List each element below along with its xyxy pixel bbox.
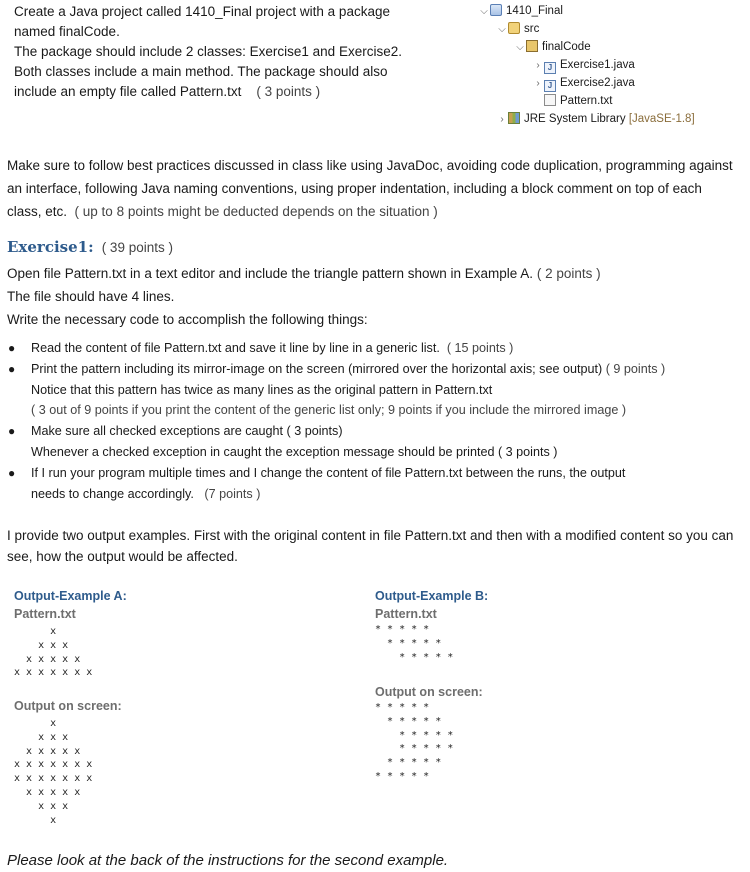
exercise1-title: Exercise1: <box>7 238 94 256</box>
tree-label-project: 1410_Final <box>506 5 563 17</box>
project-explorer-tree <box>478 2 748 128</box>
exercise1-heading <box>7 238 173 256</box>
intro-line: Create a Java project called 1410_Final project with a package <box>14 4 390 19</box>
instruction-points: ( 2 points ) <box>536 266 601 281</box>
tree-label-file: Exercise1.java <box>560 59 635 71</box>
example-a-file-label: Pattern.txt <box>14 607 76 621</box>
tree-library-version: [JavaSE-1.8] <box>628 113 695 125</box>
instruction-line: Write the necessary code to accomplish the following things: <box>7 312 368 327</box>
list-item-text: ( 3 out of 9 points if you print the content of the generic list only; 9 points if you include the mirrored image ) <box>31 403 627 418</box>
intro-line <box>14 82 454 102</box>
intro-points: ( 3 points ) <box>256 84 321 99</box>
example-b-screen-pattern: * * * * * * * * * * * * * * * * * * * * * * * * * * * * * * <box>375 702 454 782</box>
best-practices-text: Make sure to follow best practices discussed in class like using JavaDoc, avoiding code duplication, programming against an interface, following Java naming conventions, using proper indentation, including a block comment on top of each class, etc. <box>7 158 733 219</box>
tree-item-exercise2[interactable] <box>478 74 748 92</box>
tree-label-file: Exercise2.java <box>560 77 635 89</box>
list-item-text: Print the pattern including its mirror-image on the screen (mirrored over the horizontal axis; see output) <box>31 361 603 376</box>
intro-line: named finalCode. <box>14 24 120 39</box>
list-item-text: If I run your program multiple times and I change the content of file Pattern.txt between the runs, the output <box>31 465 626 480</box>
tree-item-src[interactable] <box>478 20 748 38</box>
bullet-icon: ● <box>8 424 16 439</box>
chevron-down-icon[interactable]: ⌵ <box>480 6 488 17</box>
tree-item-project[interactable] <box>478 2 748 20</box>
tree-item-package[interactable] <box>478 38 748 56</box>
list-item-text: Make sure all checked exceptions are caught ( 3 points) <box>31 424 343 439</box>
bullet-icon: ● <box>8 361 16 376</box>
java-file-icon: J <box>544 80 556 92</box>
back-note: Please look at the back of the instructions for the second example. <box>7 852 449 869</box>
best-practices-paragraph <box>7 154 737 223</box>
example-b-file-pattern: * * * * * * * * * * * * * * * <box>375 624 454 663</box>
tree-item-library[interactable] <box>478 110 748 128</box>
project-folder-icon <box>490 4 502 16</box>
list-item <box>7 359 742 421</box>
intro-line: Both classes include a main method. The package should also <box>14 64 388 79</box>
chevron-right-icon[interactable]: › <box>500 114 504 125</box>
tree-label-package: finalCode <box>542 41 591 53</box>
instruction-line: The file should have 4 lines. <box>7 289 175 304</box>
tree-item-pattern[interactable] <box>478 92 748 110</box>
list-item-text: Notice that this pattern has twice as many lines as the original pattern in Pattern.txt <box>31 382 493 397</box>
list-item <box>7 463 742 505</box>
bullet-icon: ● <box>8 465 16 480</box>
list-item-points: ( 15 points ) <box>446 341 514 355</box>
instruction-line <box>7 262 737 285</box>
intro-line: The package should include 2 classes: Exercise1 and Exercise2. <box>14 44 402 59</box>
tree-item-exercise1[interactable] <box>478 56 748 74</box>
chevron-down-icon[interactable]: ⌵ <box>516 42 524 53</box>
intro-line-text: include an empty file called Pattern.txt <box>14 84 242 99</box>
source-folder-icon <box>508 22 520 34</box>
instruction-text: Open file Pattern.txt in a text editor and include the triangle pattern shown in Example A. <box>7 266 534 281</box>
chevron-right-icon[interactable]: › <box>536 60 540 71</box>
list-item-points: (7 points ) <box>204 486 261 501</box>
list-item-text: Read the content of file Pattern.txt and save it line by line in a generic list. <box>31 341 440 355</box>
bullet-icon: ● <box>8 341 16 355</box>
library-icon <box>508 112 520 124</box>
list-item-points: ( 9 points ) <box>605 361 666 376</box>
tree-label-file: Pattern.txt <box>560 95 613 107</box>
tree-label-library: JRE System Library <box>524 113 626 125</box>
best-practices-points: ( up to 8 points might be deducted depends on the situation ) <box>74 204 438 219</box>
exercise1-instructions <box>7 262 737 331</box>
list-item <box>7 421 742 463</box>
package-icon <box>526 40 538 52</box>
examples-intro-paragraph: I provide two output examples. First with the original content in file Pattern.txt and then with a modified content so you can see, how the output would be affected. <box>7 528 734 564</box>
list-item <box>7 338 742 359</box>
java-file-icon: J <box>544 62 556 74</box>
requirements-list <box>7 338 742 504</box>
text-file-icon <box>544 94 556 106</box>
example-a-screen-pattern: x x x x x x x x x x x x x x x x x x x x x x x x x x x x x x x x <box>14 718 93 826</box>
list-item-text: Whenever a checked exception in caught the exception message should be printed ( 3 points ) <box>31 444 558 459</box>
list-item-text: needs to change accordingly. <box>31 486 194 501</box>
chevron-right-icon[interactable]: › <box>536 78 540 89</box>
exercise1-points: ( 39 points ) <box>101 240 173 255</box>
example-b-screen-label: Output on screen: <box>375 685 483 699</box>
example-b-heading: Output-Example B: <box>375 589 489 603</box>
tree-label-src: src <box>524 23 540 35</box>
chevron-down-icon[interactable]: ⌵ <box>498 24 506 35</box>
intro-paragraph <box>14 2 454 102</box>
example-b-file-label: Pattern.txt <box>375 607 437 621</box>
example-a-heading: Output-Example A: <box>14 589 127 603</box>
example-a-screen-label: Output on screen: <box>14 699 122 713</box>
example-a-file-pattern: x x x x x x x x x x x x x x x x <box>14 626 93 679</box>
